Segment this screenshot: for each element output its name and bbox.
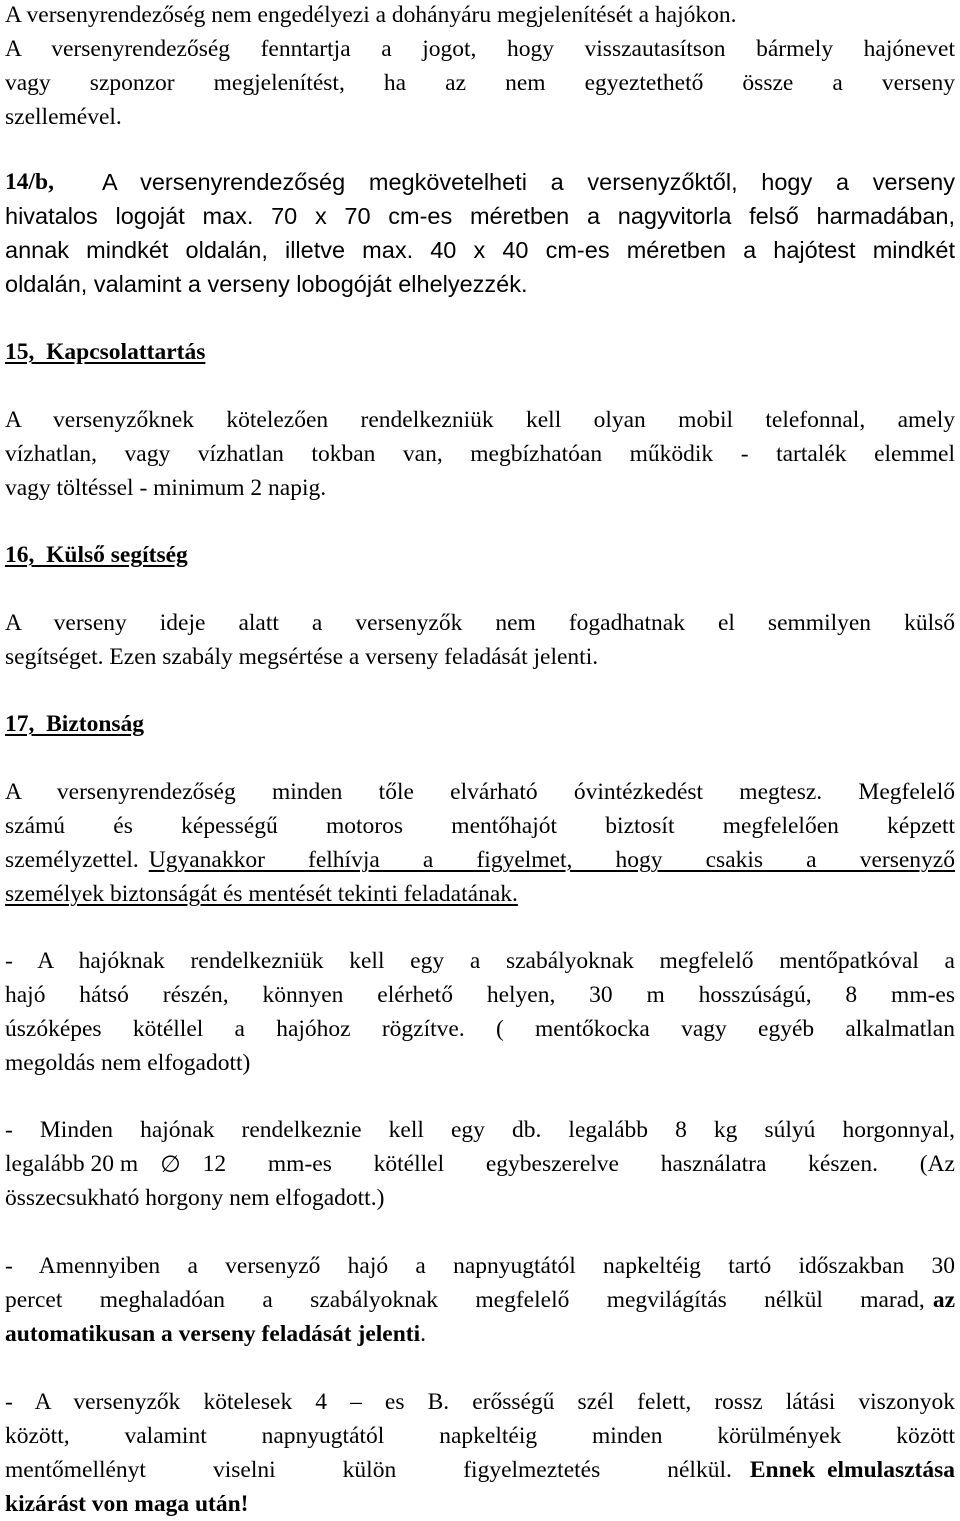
paragraph-advertising xyxy=(5,0,955,134)
paragraph-14b xyxy=(5,165,955,301)
section-15 xyxy=(5,335,955,369)
bullet-anchor xyxy=(5,1113,955,1215)
text-line: vízhatlan, vagy vízhatlan tokban van, megbízhatóan működik - tartalék elemmel xyxy=(5,441,955,467)
text-line: vagy töltéssel - minimum 2 napig. xyxy=(5,475,327,501)
text-line xyxy=(5,1283,955,1317)
text-span: . xyxy=(420,1321,427,1347)
section-heading: 17, Biztonság xyxy=(5,711,145,737)
text-line: A verseny ideje alatt a versenyzők nem fogadhatnak el semmilyen külső xyxy=(5,610,955,636)
text-span: A versenyrendezőség megkövetelheti a versenyzőktől, hogy a verseny xyxy=(102,169,955,195)
text-line: A versenyzőknek kötelezően rendelkezniük kell olyan mobil telefonnal, amely xyxy=(5,407,955,433)
paragraph-safety xyxy=(5,775,955,911)
text-line: vagy szponzor megjelenítést, ha az nem egyeztethető össze a verseny xyxy=(5,70,955,96)
text-line xyxy=(5,165,955,199)
text-line: - A versenyzők kötelesek 4 – es B. erősségű szél felett, rossz látási viszonyok xyxy=(5,1389,955,1415)
text-line: - Amennyiben a versenyző hajó a napnyugtától napkeltéig tartó időszakban 30 xyxy=(5,1253,955,1279)
text-line: hivatalos logoját max. 70 x 70 cm-es méretben a nagyvitorla felső harmadában, xyxy=(5,203,955,229)
text-line: A versenyrendezőség nem engedélyezi a dohányáru megjelenítését a hajókon. xyxy=(5,2,737,28)
text-line: A versenyrendezőség fenntartja a jogot, hogy visszautasítson bármely hajónevet xyxy=(5,36,955,62)
section-heading: 15, Kapcsolattartás xyxy=(5,339,206,365)
paragraph-outside-help xyxy=(5,606,955,674)
text-line: A versenyrendezőség minden tőle elvárható óvintézkedést megtesz. Megfelelő xyxy=(5,779,955,805)
text-line xyxy=(5,1147,955,1181)
text-span: személyzettel. xyxy=(5,847,139,873)
bold-text: Ennek elmulasztása xyxy=(749,1457,955,1483)
section-heading: 16, Külső segítség xyxy=(5,542,188,568)
paragraph-contact xyxy=(5,403,955,505)
bold-text: az xyxy=(932,1287,955,1313)
text-line xyxy=(5,1453,955,1487)
bullet-lifejacket xyxy=(5,1385,955,1521)
text-line: megoldás nem elfogadott) xyxy=(5,1050,251,1076)
text-line: szellemével. xyxy=(5,104,122,130)
underlined-text: személyek biztonságát és mentését tekinti feladatának. xyxy=(5,881,518,907)
section-17 xyxy=(5,707,955,741)
underlined-text: Ugyanakkor felhívja a figyelmet, hogy csakis a versenyző xyxy=(148,847,955,873)
section-16 xyxy=(5,538,955,572)
text-span: percet meghaladóan a szabályoknak megfelelő megvilágítás nélkül marad, xyxy=(5,1287,925,1313)
text-line: úszóképes kötéllel a hajóhoz rögzítve. ( mentőkocka vagy egyéb alkalmatlan xyxy=(5,1016,955,1042)
text-line: - A hajóknak rendelkezniük kell egy a szabályoknak megfelelő mentőpatkóval a xyxy=(5,948,955,974)
section-number: 14/b, xyxy=(5,169,54,195)
text-line: annak mindkét oldalán, illetve max. 40 x 40 cm-es méretben a hajótest mindkét xyxy=(5,237,955,263)
bold-text: kizárást von maga után! xyxy=(5,1491,249,1517)
text-line: között, valamint napnyugtától napkeltéig minden körülmények között xyxy=(5,1423,955,1449)
text-line: hajó hátsó részén, könnyen elérhető helyen, 30 m hosszúságú, 8 mm-es xyxy=(5,982,955,1008)
text-line xyxy=(5,843,955,877)
bullet-lights xyxy=(5,1249,955,1351)
text-line: segítséget. Ezen szabály megsértése a verseny feladását jelenti. xyxy=(5,644,599,670)
text-line: számú és képességű motoros mentőhajót biztosít megfelelően képzett xyxy=(5,813,955,839)
text-line: - Minden hajónak rendelkeznie kell egy db. legalább 8 kg súlyú horgonnyal, xyxy=(5,1117,955,1143)
text-line xyxy=(5,1317,955,1351)
text-line: oldalán, valamint a verseny lobogóját elhelyezzék. xyxy=(5,271,528,297)
text-line: összecsukható horgony nem elfogadott.) xyxy=(5,1185,385,1211)
text-span: 12 mm-es kötéllel egybeszerelve használatra készen. (Az xyxy=(202,1151,955,1177)
diameter-symbol: ∅ xyxy=(160,1150,181,1178)
text-span: legalább 20 m xyxy=(5,1151,139,1177)
bold-text: automatikusan a verseny feladását jelenti xyxy=(5,1321,421,1347)
text-span: mentőmellényt viselni külön figyelmeztetés nélkül. xyxy=(5,1457,732,1483)
bullet-lifebuoy xyxy=(5,944,955,1080)
